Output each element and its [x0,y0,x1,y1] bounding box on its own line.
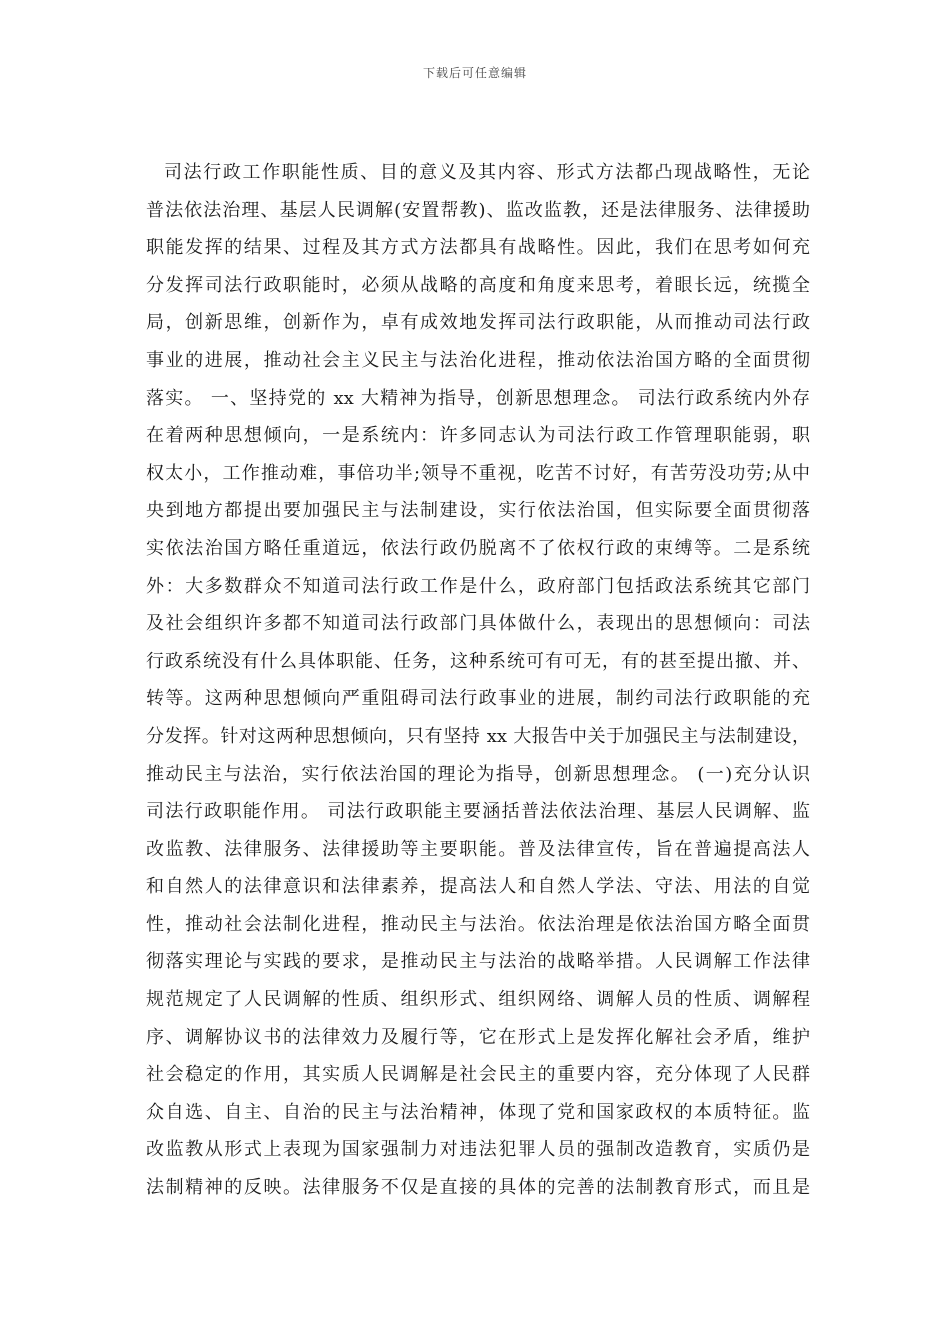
text-line: 序、调解协议书的法律效力及履行等，它在形式上是发挥化解社会矛盾，维护 [146,1026,810,1048]
text-line: 众自选、自主、自治的民主与法治精神，体现了党和国家政权的本质特征。监 [146,1101,810,1123]
text-line: 职能发挥的结果、过程及其方式方法都具有战略性。因此，我们在思考如何充 [146,237,810,259]
text-line: 和自然人的法律意识和法律素养，提高法人和自然人学法、守法、用法的自觉 [146,876,810,898]
text-line: 推动民主与法治，实行依法治国的理论为指导，创新思想理念。 (一)充分认识 [146,763,810,785]
text-line: 央到地方都提出要加强民主与法制建设，实行依法治国，但实际要全面贯彻落 [146,500,810,522]
text-line: 事业的进展，推动社会主义民主与法治化进程，推动依法治国方略的全面贯彻 [146,349,810,371]
text-line: 改监教从形式上表现为国家强制力对违法犯罪人员的强制改造教育，实质仍是 [146,1139,810,1161]
text-line: 外：大多数群众不知道司法行政工作是什么，政府部门包括政法系统其它部门 [146,575,810,597]
text-line: 规范规定了人民调解的性质、组织形式、组织网络、调解人员的性质、调解程 [146,989,810,1011]
text-line: 落实。 一、坚持党的 xx 大精神为指导，创新思想理念。 司法行政系统内外存 [146,387,810,409]
text-line: 社会稳定的作用，其实质人民调解是社会民主的重要内容，充分体现了人民群 [146,1064,810,1086]
text-line: 权太小，工作推动难，事倍功半;领导不重视，吃苦不讨好，有苦劳没功劳;从中 [146,462,810,484]
text-line: 分发挥司法行政职能时，必须从战略的高度和角度来思考，着眼长远，统揽全 [146,274,810,296]
page-header: 下载后可任意编辑 [422,66,527,80]
text-line: 局，创新思维，创新作为，卓有成效地发挥司法行政职能，从而推动司法行政 [146,312,810,334]
body-paragraph [146,154,810,1207]
text-line: 法制精神的反映。法律服务不仅是直接的具体的完善的法制教育形式，而且是 [146,1177,810,1199]
text-line: 转等。这两种思想倾向严重阻碍司法行政事业的进展，制约司法行政职能的充 [146,688,810,710]
text-line: 实依法治国方略任重道远，依法行政仍脱离不了依权行政的束缚等。二是系统 [146,537,810,559]
text-line: 改监教、法律服务、法律援助等主要职能。普及法律宣传，旨在普遍提高法人 [146,838,810,860]
text-line: 分发挥。针对这两种思想倾向，只有坚持 xx 大报告中关于加强民主与法制建设， [146,725,810,747]
text-line: 及社会组织许多都不知道司法行政部门具体做什么，表现出的思想倾向：司法 [146,613,810,635]
text-line: 行政系统没有什么具体职能、任务，这种系统可有可无，有的甚至提出撤、并、 [146,650,810,672]
text-line: 彻落实理论与实践的要求，是推动民主与法治的战略举措。人民调解工作法律 [146,951,810,973]
text-line: 司法行政工作职能性质、目的意义及其内容、形式方法都凸现战略性，无论 [164,162,810,183]
text-line: 性，推动社会法制化进程，推动民主与法治。依法治理是依法治国方略全面贯 [146,913,810,935]
text-line: 普法依法治理、基层人民调解(安置帮教)、监改监教，还是法律服务、法律援助 [146,199,810,221]
text-line: 在着两种思想倾向，一是系统内：许多同志认为司法行政工作管理职能弱，职 [146,425,810,447]
text-line: 司法行政职能作用。 司法行政职能主要涵括普法依法治理、基层人民调解、监 [146,801,810,823]
